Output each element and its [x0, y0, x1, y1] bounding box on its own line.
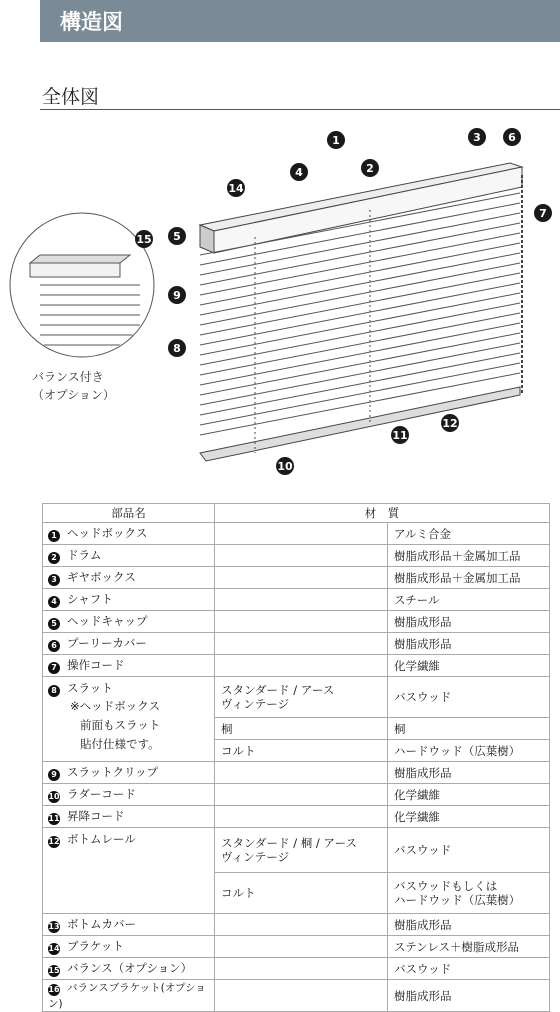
- section-divider: [40, 109, 560, 110]
- table-row: [43, 633, 550, 655]
- material: バスウッド: [388, 677, 550, 718]
- callout-8: [168, 339, 186, 357]
- grade: コルト: [215, 740, 388, 762]
- part-name: ボトムカバー: [67, 917, 136, 931]
- table-row: [43, 545, 550, 567]
- material: 化学繊維: [388, 806, 550, 828]
- part-number: 4: [48, 596, 60, 608]
- part-name: ラダーコード: [67, 787, 136, 801]
- grade: 桐: [215, 718, 388, 740]
- material: 樹脂成形品＋金属加工品: [388, 567, 550, 589]
- table-row: [43, 589, 550, 611]
- callout-5: [168, 227, 186, 245]
- table-row-bottom-rail: [43, 828, 550, 873]
- material: 樹脂成形品: [388, 914, 550, 936]
- slat-note-3: 貼付仕様です。: [80, 737, 160, 751]
- part-number: 3: [48, 574, 60, 586]
- table-row-slat: [43, 677, 550, 718]
- part-number: 9: [48, 769, 60, 781]
- balance-caption: [32, 368, 115, 404]
- svg-text:10: 10: [277, 460, 293, 473]
- grade: コルト: [215, 873, 388, 914]
- material: ハードウッド（広葉樹）: [388, 740, 550, 762]
- callout-10: [276, 457, 294, 475]
- svg-text:11: 11: [392, 429, 408, 442]
- svg-text:8: 8: [173, 342, 181, 355]
- grade: スタンダード / アース ヴィンテージ: [221, 683, 335, 711]
- balance-inset: [10, 213, 154, 357]
- svg-text:12: 12: [442, 417, 458, 430]
- material: アルミ合金: [388, 523, 550, 545]
- col-part-name: 部品名: [43, 504, 215, 523]
- bottom-rail: [200, 387, 520, 461]
- table-row: [43, 784, 550, 806]
- part-number: 10: [48, 792, 60, 801]
- part-number: 6: [48, 640, 60, 652]
- material: 樹脂成形品: [388, 762, 550, 784]
- callout-14: [227, 179, 245, 197]
- svg-text:2: 2: [366, 162, 374, 175]
- material: 化学繊維: [388, 655, 550, 677]
- table-row: [43, 806, 550, 828]
- svg-text:9: 9: [173, 289, 181, 302]
- part-number: 13: [48, 922, 60, 931]
- callout-9: [168, 286, 186, 304]
- svg-text:4: 4: [295, 166, 303, 179]
- part-number: 5: [48, 618, 60, 630]
- material: 桐: [388, 718, 550, 740]
- material: 化学繊維: [388, 784, 550, 806]
- part-name: 操作コード: [67, 658, 125, 672]
- material: バスウッド: [388, 958, 550, 980]
- header-bar: [40, 0, 560, 42]
- slat-note-2: 前面もスラット: [80, 718, 161, 732]
- svg-text:14: 14: [228, 182, 244, 195]
- balance-caption-line1: バランス付き: [32, 370, 104, 384]
- part-name: ボトムレール: [67, 832, 136, 846]
- grade: スタンダード / 桐 / アース ヴィンテージ: [221, 836, 357, 864]
- part-number: 2: [48, 552, 60, 564]
- table-row: [43, 611, 550, 633]
- table-row: [43, 958, 550, 980]
- head-box: [200, 163, 522, 253]
- material: バスウッド: [388, 828, 550, 873]
- part-number: 12: [48, 837, 60, 846]
- material: ステンレス＋樹脂成形品: [388, 936, 550, 958]
- table-header-row: [43, 504, 550, 523]
- part-name: ヘッドボックス: [67, 526, 148, 540]
- part-name: ブラケット: [67, 939, 124, 953]
- material: 樹脂成形品: [388, 980, 550, 1012]
- part-name: ヘッドキャップ: [67, 614, 148, 628]
- balance-caption-line2: （オプション）: [32, 388, 115, 402]
- material: バスウッドもしくは ハードウッド（広葉樹）: [394, 879, 521, 907]
- table-row: [43, 936, 550, 958]
- part-name: スラット: [67, 681, 113, 695]
- material: 樹脂成形品＋金属加工品: [388, 545, 550, 567]
- part-number: 16: [48, 985, 60, 994]
- callout-12: [441, 414, 459, 432]
- part-number: 15: [48, 966, 60, 975]
- callout-2: [361, 159, 379, 177]
- part-name: バランスブラケット(オプション): [48, 982, 206, 1010]
- callout-1: [327, 131, 345, 149]
- table-row: [43, 980, 550, 1012]
- callout-15: [135, 230, 153, 248]
- part-number: 8: [48, 685, 60, 697]
- callout-7: [534, 204, 552, 222]
- part-name: ギヤボックス: [67, 570, 136, 584]
- table-row: [43, 655, 550, 677]
- part-name: スラットクリップ: [67, 765, 159, 779]
- callout-6: [503, 128, 521, 146]
- blind-structure-diagram: [0, 115, 560, 485]
- part-name: バランス（オプション）: [67, 961, 193, 975]
- part-name: プーリーカバー: [67, 636, 147, 650]
- svg-text:3: 3: [473, 131, 481, 144]
- svg-text:7: 7: [539, 207, 547, 220]
- table-row: [43, 762, 550, 784]
- callout-11: [391, 426, 409, 444]
- slat-note-1: ※ヘッドボックス: [70, 699, 161, 713]
- page-title: 構造図: [60, 10, 123, 34]
- part-name: 昇降コード: [67, 809, 125, 823]
- callout-4: [290, 163, 308, 181]
- svg-text:5: 5: [173, 230, 181, 243]
- svg-text:1: 1: [332, 134, 340, 147]
- table-row: [43, 914, 550, 936]
- part-name: ドラム: [67, 548, 102, 562]
- materials-table: [42, 503, 550, 1012]
- part-name: シャフト: [67, 592, 113, 606]
- col-material: 材 質: [215, 504, 550, 523]
- material: スチール: [388, 589, 550, 611]
- part-number: 7: [48, 662, 60, 674]
- part-number: 14: [48, 944, 60, 953]
- material: 樹脂成形品: [388, 611, 550, 633]
- table-row: [43, 567, 550, 589]
- section-title: 全体図: [42, 86, 100, 108]
- part-number: 11: [48, 814, 60, 823]
- callout-3: [468, 128, 486, 146]
- part-number: 1: [48, 530, 60, 542]
- table-row: [43, 523, 550, 545]
- material: 樹脂成形品: [388, 633, 550, 655]
- svg-text:6: 6: [508, 131, 516, 144]
- svg-text:15: 15: [136, 233, 152, 246]
